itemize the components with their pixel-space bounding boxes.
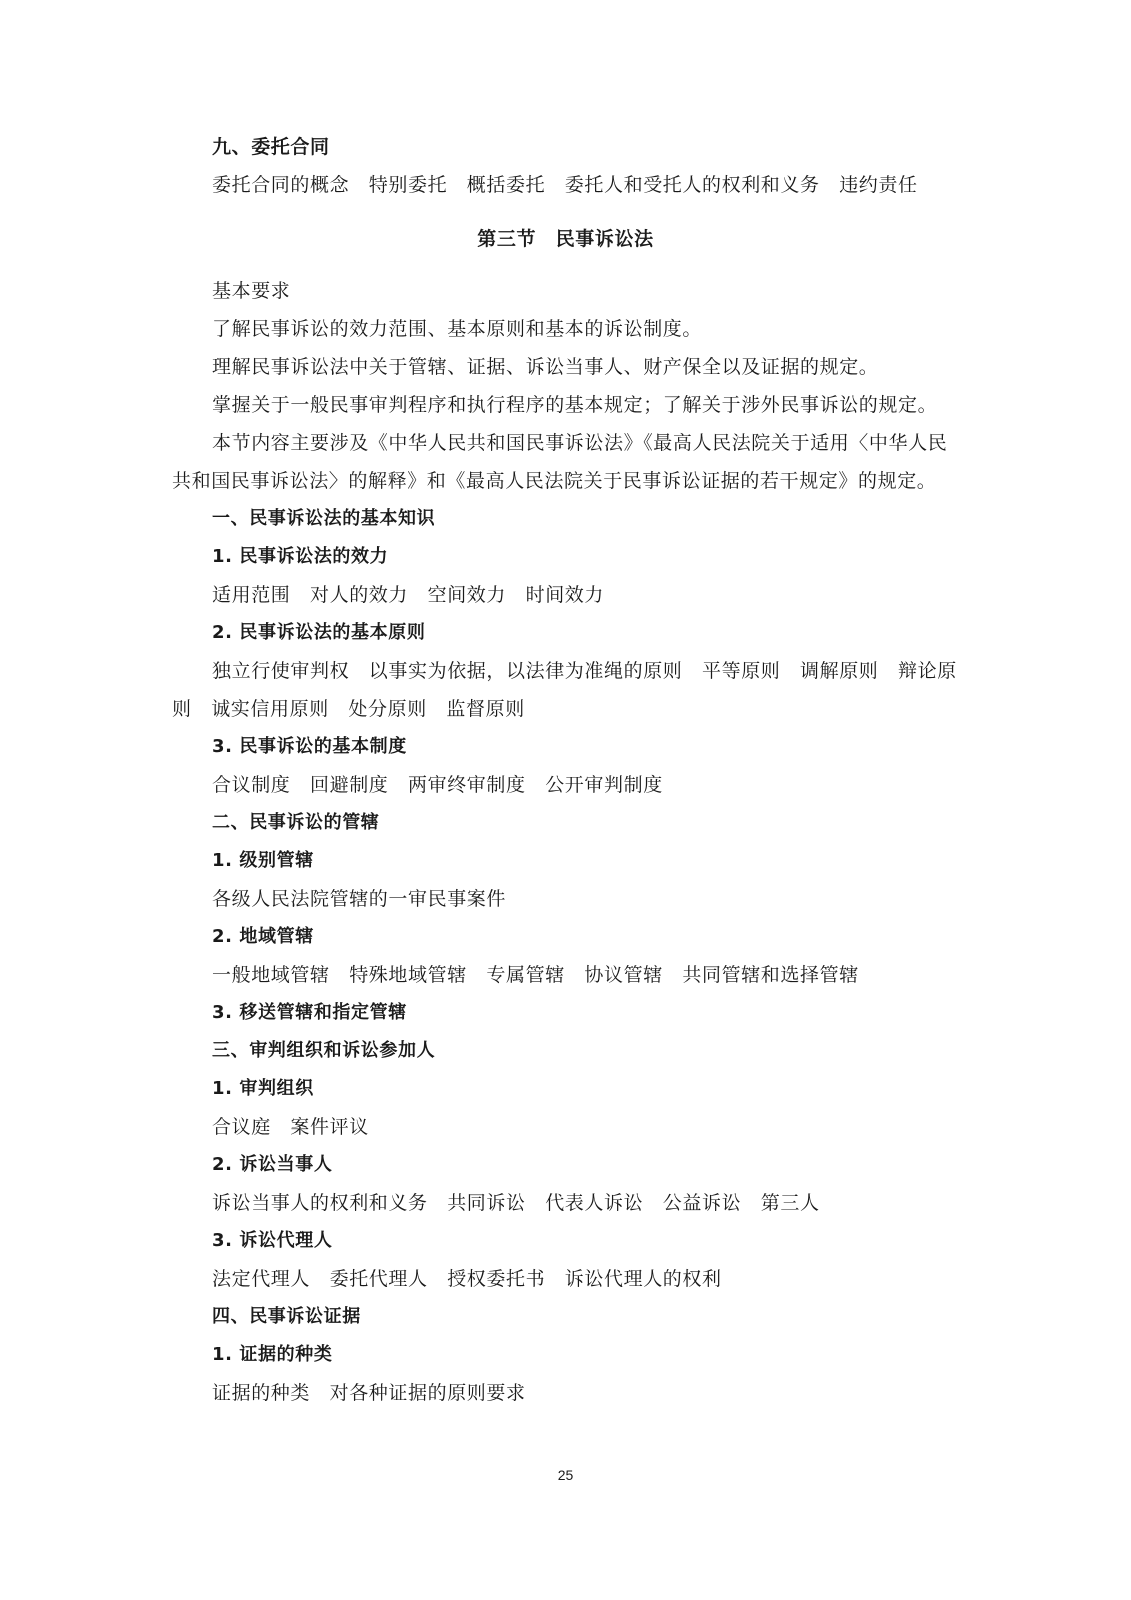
- section-heading: 四、民事诉讼证据: [212, 1306, 361, 1327]
- topic-list: 诉讼当事人的权利和义务 共同诉讼 代表人诉讼 公益诉讼 第三人: [212, 1192, 820, 1214]
- section-heading: 一、民事诉讼法的基本知识: [212, 508, 436, 529]
- topic-list: 法定代理人 委托代理人 授权委托书 诉讼代理人的权利: [212, 1268, 722, 1290]
- subsection-heading: 1. 证据的种类: [212, 1344, 333, 1365]
- paragraph: 理解民事诉讼法中关于管辖、证据、诉讼当事人、财产保全以及证据的规定。: [212, 356, 879, 378]
- subsection-heading: 3. 移送管辖和指定管辖: [212, 1002, 407, 1023]
- paragraph: 掌握关于一般民事审判程序和执行程序的基本规定；了解关于涉外民事诉讼的规定。: [212, 394, 938, 416]
- subsection-heading: 1. 民事诉讼法的效力: [212, 546, 389, 567]
- topic-list: 独立行使审判权 以事实为依据，以法律为准绳的原则 平等原则 调解原则 辩论原: [212, 660, 957, 682]
- subsection-heading: 3. 民事诉讼的基本制度: [212, 736, 407, 757]
- section-heading: 二、民事诉讼的管辖: [212, 812, 380, 833]
- topic-list: 证据的种类 对各种证据的原则要求: [212, 1382, 526, 1404]
- section-title: 第三节 民事诉讼法: [477, 228, 654, 250]
- section-heading: 九、委托合同: [212, 136, 330, 158]
- section-heading: 三、审判组织和诉讼参加人: [212, 1040, 436, 1061]
- subsection-heading: 2. 民事诉讼法的基本原则: [212, 622, 426, 643]
- topic-list: 适用范围 对人的效力 空间效力 时间效力: [212, 584, 605, 606]
- topic-list-continuation: 则 诚实信用原则 处分原则 监督原则: [172, 698, 525, 720]
- topic-list: 各级人民法院管辖的一审民事案件: [212, 888, 507, 910]
- paragraph-continuation: 共和国民事诉讼法〉的解释》和《最高人民法院关于民事诉讼证据的若干规定》的规定。: [172, 470, 937, 492]
- topic-list: 合议庭 案件评议: [212, 1116, 369, 1138]
- subsection-heading: 3. 诉讼代理人: [212, 1230, 333, 1251]
- paragraph: 了解民事诉讼的效力范围、基本原则和基本的诉讼制度。: [212, 318, 703, 340]
- subsection-heading: 1. 级别管辖: [212, 850, 314, 871]
- requirements-heading: 基本要求: [212, 280, 291, 302]
- topic-list: 一般地域管辖 特殊地域管辖 专属管辖 协议管辖 共同管辖和选择管辖: [212, 964, 859, 986]
- subsection-heading: 2. 诉讼当事人: [212, 1154, 333, 1175]
- page-number: 25: [557, 1467, 574, 1483]
- topic-list: 合议制度 回避制度 两审终审制度 公开审判制度: [212, 774, 663, 796]
- subsection-heading: 2. 地域管辖: [212, 926, 314, 947]
- paragraph: 本节内容主要涉及《中华人民共和国民事诉讼法》《最高人民法院关于适用〈中华人民: [212, 432, 948, 454]
- subsection-heading: 1. 审判组织: [212, 1078, 314, 1099]
- topic-list: 委托合同的概念 特别委托 概括委托 委托人和受托人的权利和义务 违约责任: [212, 174, 918, 196]
